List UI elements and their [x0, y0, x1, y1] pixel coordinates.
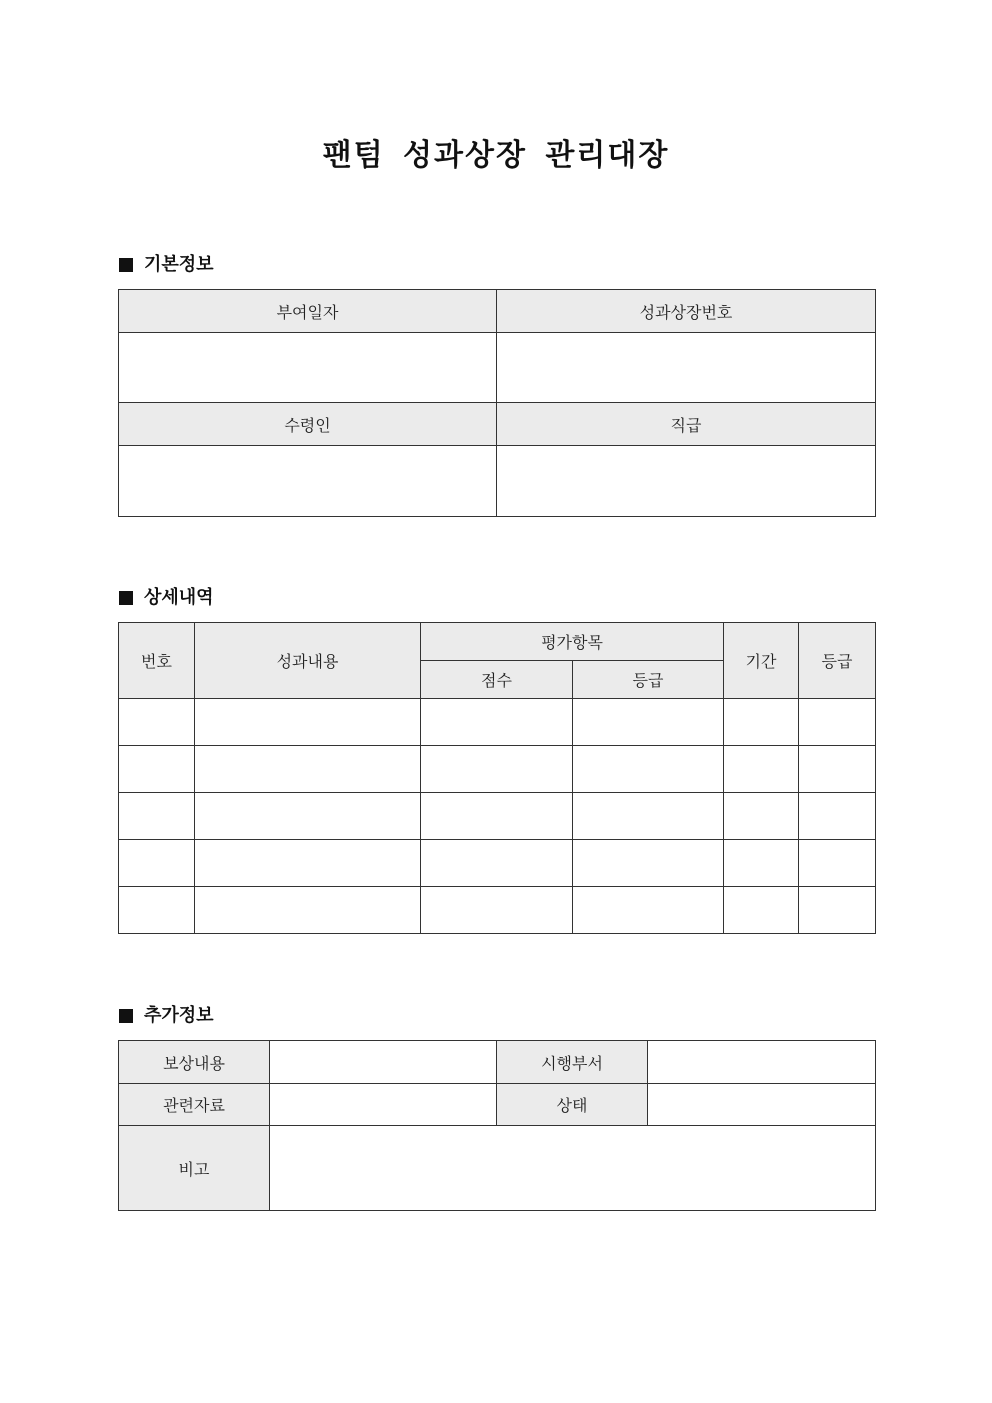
cell-no[interactable]: [119, 746, 195, 793]
cell-eval-grade[interactable]: [573, 699, 724, 746]
value-remarks[interactable]: [270, 1126, 876, 1211]
cell-eval-grade[interactable]: [573, 887, 724, 934]
label-award-number: 성과상장번호: [497, 290, 876, 333]
col-header-eval-group: 평가항목: [421, 623, 724, 661]
col-header-eval-grade: 등급: [573, 661, 724, 699]
col-header-score: 점수: [421, 661, 573, 699]
cell-content[interactable]: [195, 699, 421, 746]
cell-no[interactable]: [119, 793, 195, 840]
cell-score[interactable]: [421, 793, 573, 840]
cell-grade[interactable]: [799, 746, 876, 793]
cell-grade[interactable]: [799, 699, 876, 746]
cell-eval-grade[interactable]: [573, 746, 724, 793]
section-heading-details: [119, 586, 214, 610]
value-status[interactable]: [648, 1084, 876, 1126]
cell-period[interactable]: [724, 793, 799, 840]
table-row: [119, 887, 876, 934]
label-dept: 시행부서: [497, 1041, 648, 1084]
col-header-content: 성과내용: [195, 623, 421, 699]
label-reward: 보상내용: [119, 1041, 270, 1084]
cell-period[interactable]: [724, 746, 799, 793]
label-materials: 관련자료: [119, 1084, 270, 1126]
label-position: 직급: [497, 403, 876, 446]
section-heading-details-label: 상세내역: [144, 587, 214, 608]
cell-period[interactable]: [724, 699, 799, 746]
col-header-grade: 등급: [799, 623, 876, 699]
cell-score[interactable]: [421, 887, 573, 934]
cell-content[interactable]: [195, 793, 421, 840]
cell-content[interactable]: [195, 840, 421, 887]
cell-grade[interactable]: [799, 793, 876, 840]
section-heading-extra: [119, 1004, 214, 1028]
square-bullet-icon: [119, 1009, 133, 1023]
value-dept[interactable]: [648, 1041, 876, 1084]
value-grant-date[interactable]: [119, 333, 497, 403]
page-title: 팬텀 성과상장 관리대장: [322, 138, 670, 173]
value-reward[interactable]: [270, 1041, 497, 1084]
cell-no[interactable]: [119, 840, 195, 887]
cell-score[interactable]: [421, 746, 573, 793]
cell-eval-grade[interactable]: [573, 793, 724, 840]
value-position[interactable]: [497, 446, 876, 517]
table-row: [119, 793, 876, 840]
details-table: [118, 622, 876, 934]
table-row: [119, 699, 876, 746]
label-status: 상태: [497, 1084, 648, 1126]
extra-info-table: [118, 1040, 876, 1211]
cell-grade[interactable]: [799, 840, 876, 887]
value-materials[interactable]: [270, 1084, 497, 1126]
square-bullet-icon: [119, 258, 133, 272]
value-award-number[interactable]: [497, 333, 876, 403]
cell-score[interactable]: [421, 840, 573, 887]
basic-info-table: [118, 289, 876, 517]
col-header-period: 기간: [724, 623, 799, 699]
table-row: [119, 746, 876, 793]
cell-content[interactable]: [195, 746, 421, 793]
value-recipient[interactable]: [119, 446, 497, 517]
cell-score[interactable]: [421, 699, 573, 746]
square-bullet-icon: [119, 591, 133, 605]
section-heading-extra-label: 추가정보: [144, 1005, 214, 1026]
cell-no[interactable]: [119, 887, 195, 934]
section-heading-basic: [119, 253, 214, 277]
cell-grade[interactable]: [799, 887, 876, 934]
cell-period[interactable]: [724, 840, 799, 887]
label-remarks: 비고: [119, 1126, 270, 1211]
cell-eval-grade[interactable]: [573, 840, 724, 887]
cell-no[interactable]: [119, 699, 195, 746]
cell-period[interactable]: [724, 887, 799, 934]
label-grant-date: 부여일자: [119, 290, 497, 333]
label-recipient: 수령인: [119, 403, 497, 446]
col-header-no: 번호: [119, 623, 195, 699]
section-heading-basic-label: 기본정보: [144, 254, 214, 275]
cell-content[interactable]: [195, 887, 421, 934]
table-row: [119, 840, 876, 887]
